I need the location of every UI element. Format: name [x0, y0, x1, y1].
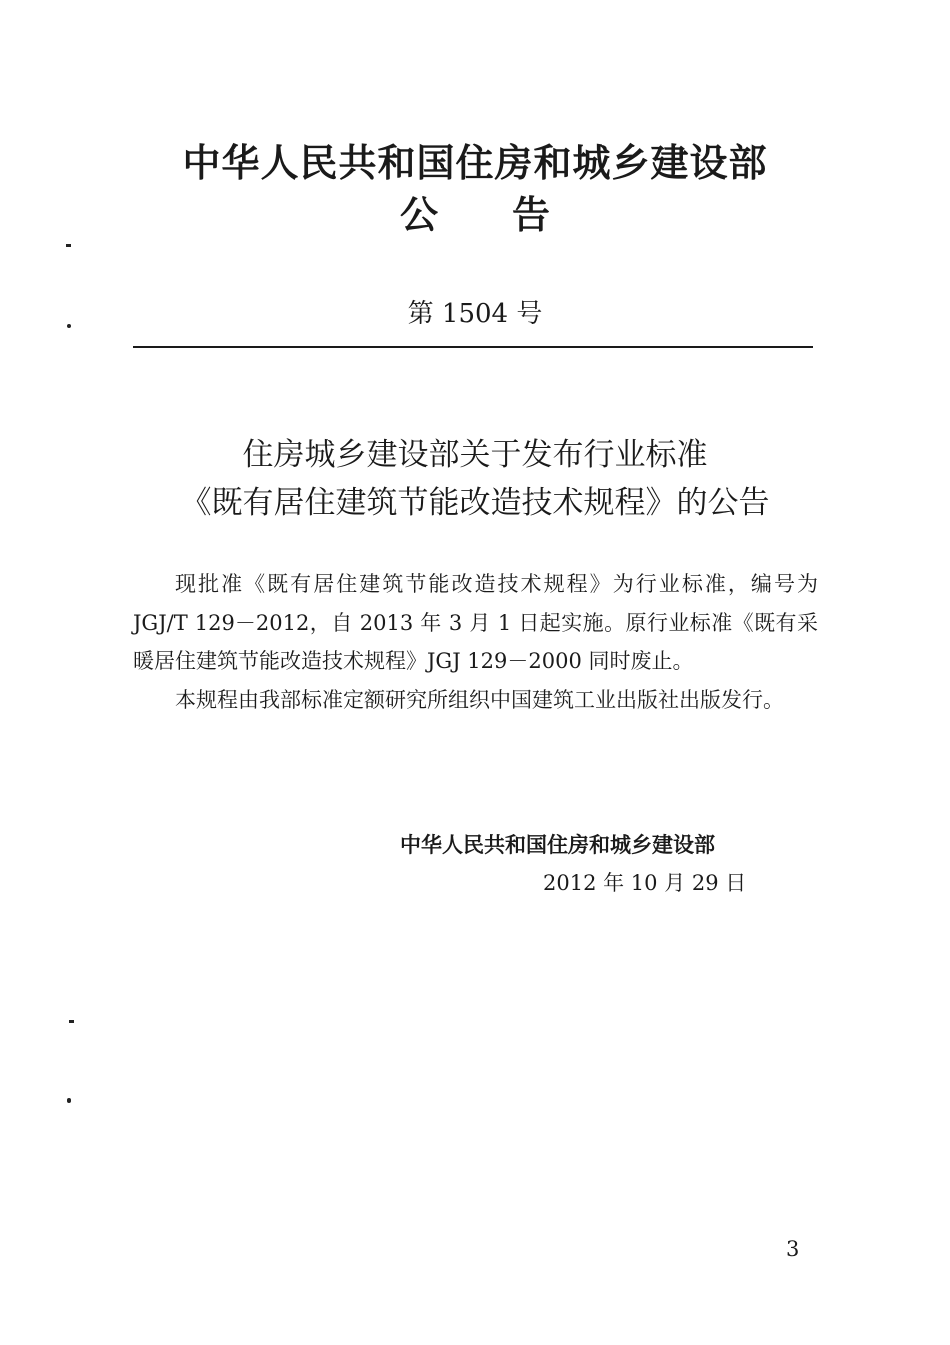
signature-organization: 中华人民共和国住房和城乡建设部 — [400, 833, 715, 857]
body-paragraph: 现批准《既有居住建筑节能改造技术规程》为行业标准，编号为 JGJ/T 129－2012，自 2013 年 3 月 1 日起实施。原行业标准《既有采暖居住建筑节能改造技术规程》JGJ 129－2000 同时废止。 — [133, 572, 818, 673]
scan-mark — [66, 244, 71, 247]
notice-body — [133, 565, 818, 719]
notice-title — [400, 192, 550, 238]
page-number: 3 — [786, 1237, 800, 1261]
notice-number: 第 1504 号 — [407, 299, 543, 329]
document-heading-line-1: 住房城乡建设部关于发布行业标准 — [242, 437, 708, 473]
notice-char: 告 — [511, 193, 550, 237]
scan-mark — [67, 1098, 71, 1103]
header-divider — [133, 346, 813, 348]
document-heading-line-2: 《既有居住建筑节能改造技术规程》的公告 — [180, 485, 770, 521]
body-paragraph: 本规程由我部标准定额研究所组织中国建筑工业出版社出版发行。 — [175, 687, 784, 712]
issuer-title: 中华人民共和国住房和城乡建设部 — [182, 141, 768, 185]
scan-mark — [67, 324, 71, 328]
notice-char: 公 — [400, 193, 439, 237]
scan-mark — [69, 1020, 74, 1023]
signature-date: 2012 年 10 月 29 日 — [543, 871, 747, 895]
